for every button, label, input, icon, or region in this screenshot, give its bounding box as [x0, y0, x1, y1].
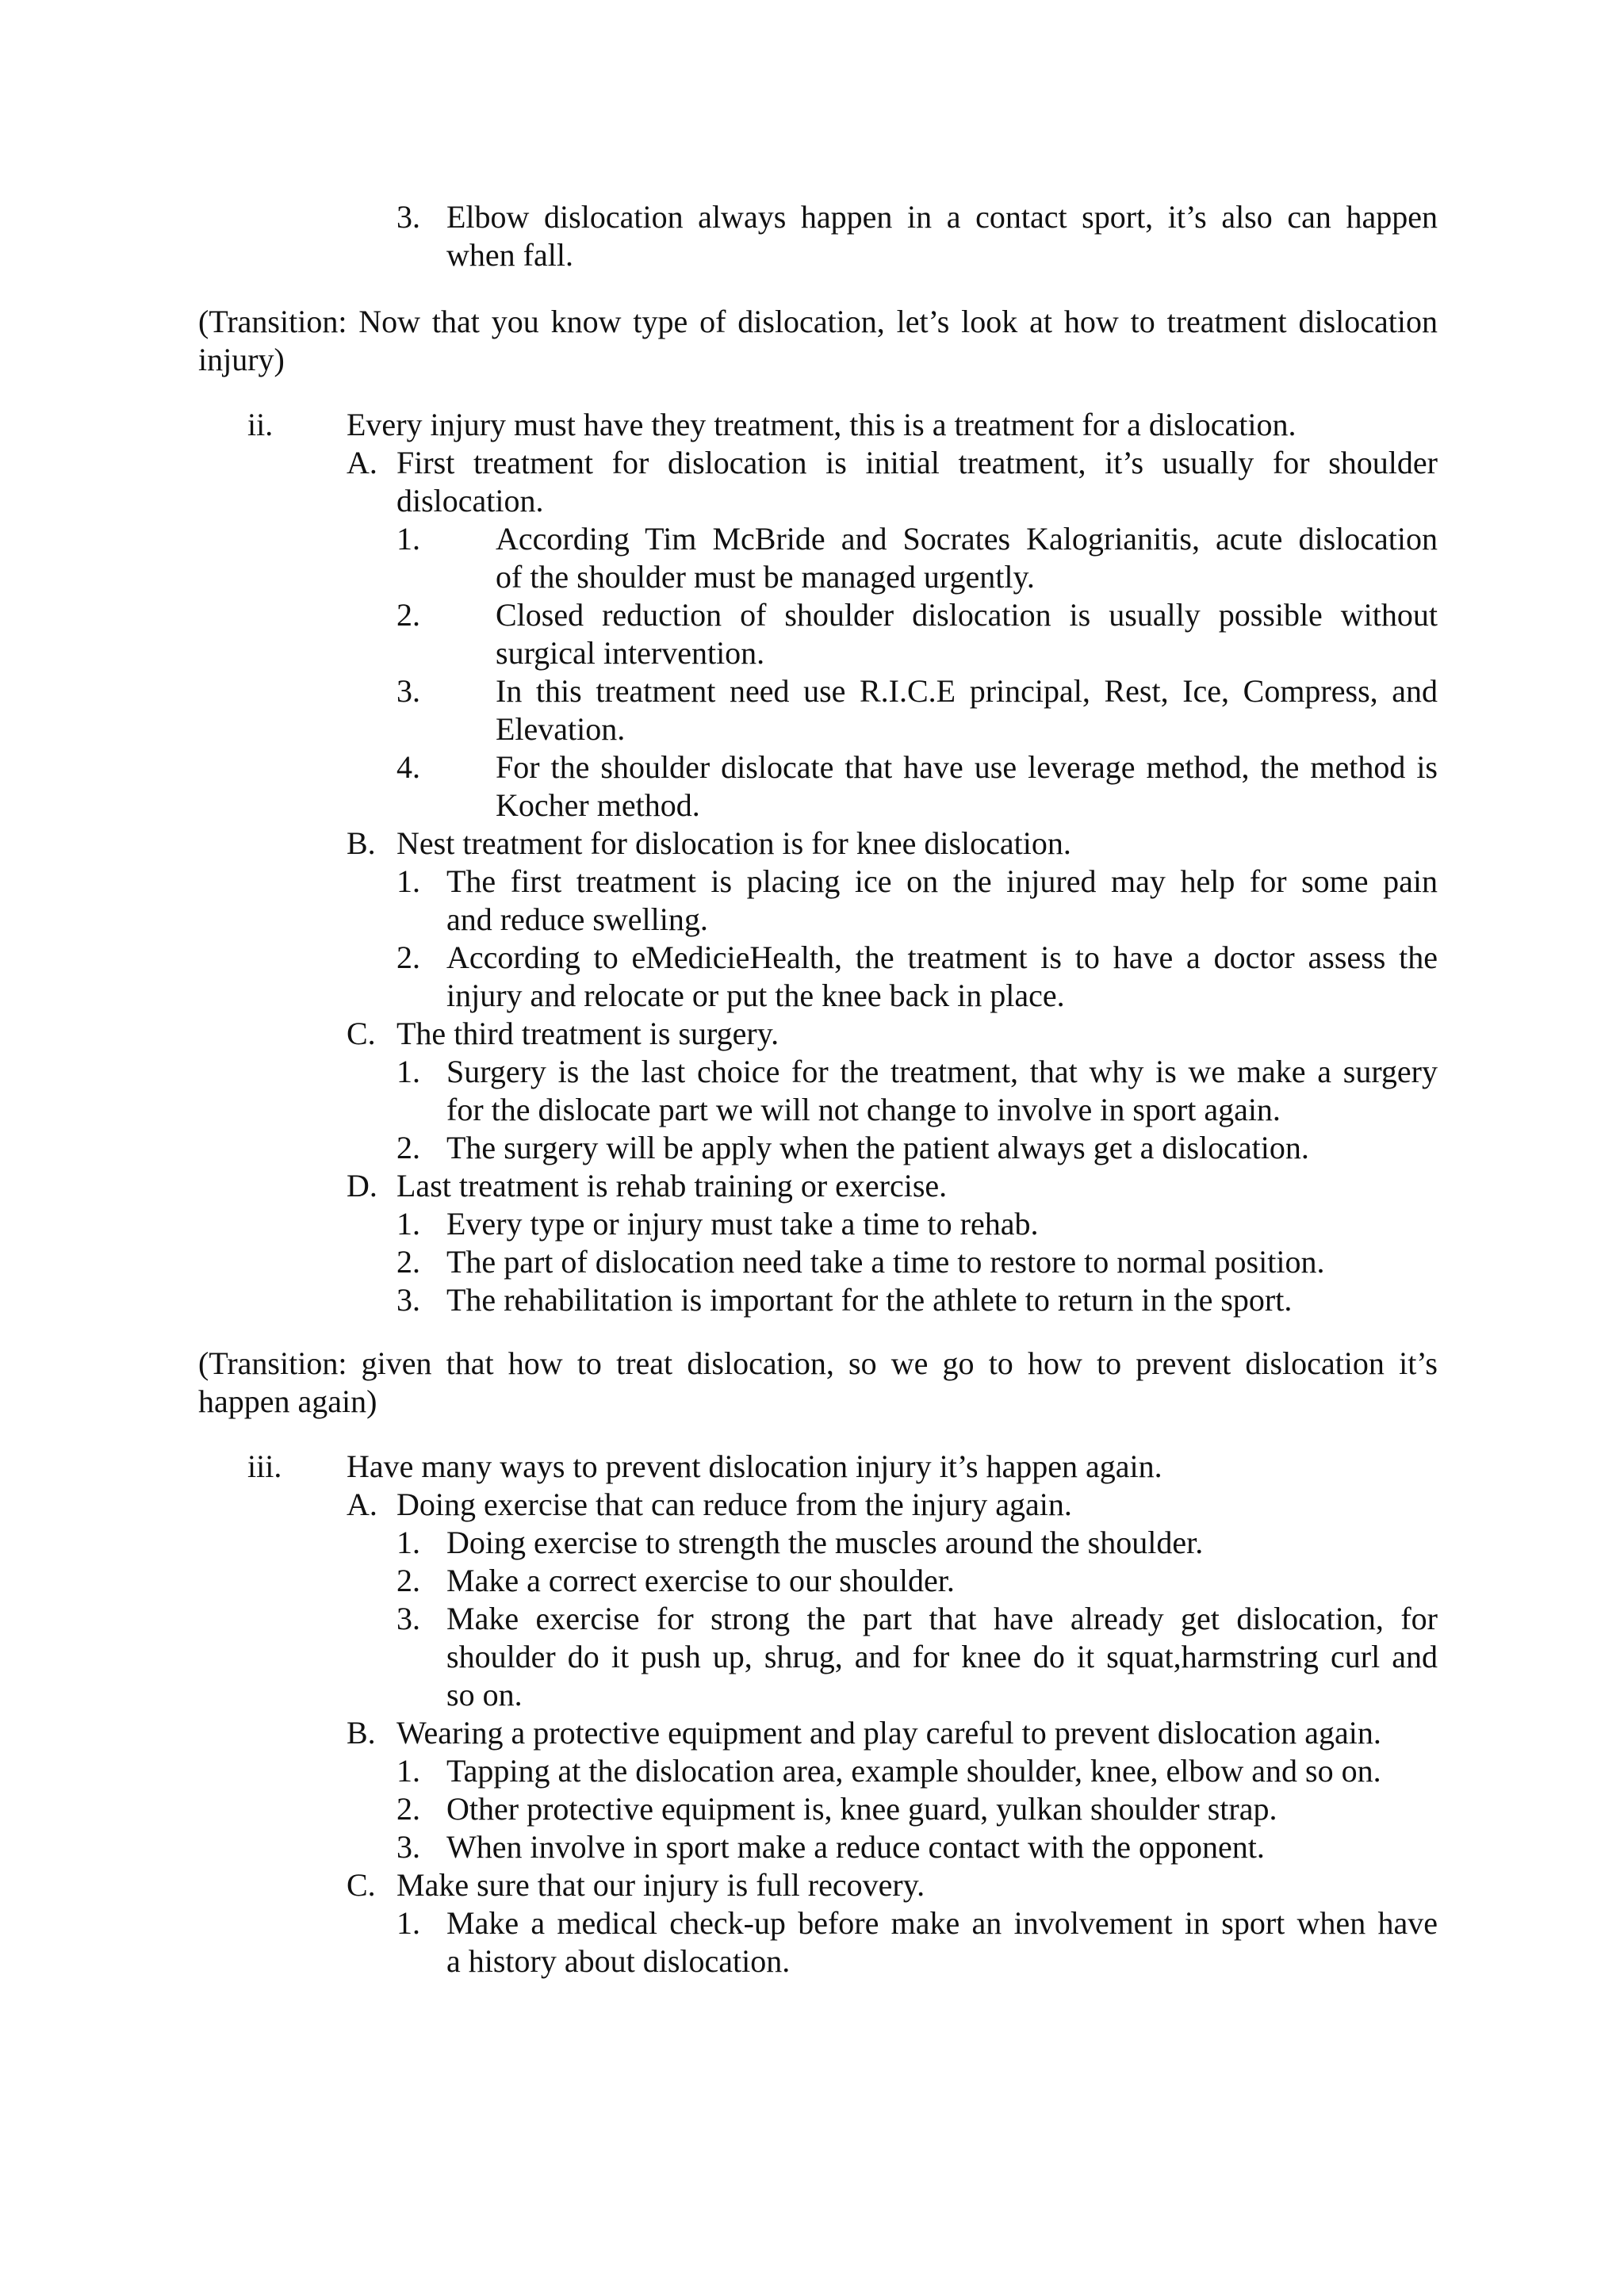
list-item-text: of the shoulder must be managed urgently.	[496, 559, 1035, 595]
subsection-marker: C.	[347, 1867, 376, 1903]
list-marker: 1.	[396, 1753, 420, 1789]
list-marker: 3.	[396, 1282, 420, 1318]
list-marker: 3.	[396, 1601, 420, 1636]
subsection-marker: B.	[347, 825, 376, 861]
subsection-marker: A.	[347, 1487, 377, 1522]
transition-text: (Transition: Now that you know type of dislocation, let’s look at how to treatment dislocation	[198, 304, 1438, 339]
list-marker: 2.	[396, 1244, 420, 1280]
list-item-text: The rehabilitation is important for the athlete to return in the sport.	[446, 1282, 1293, 1318]
list-marker: 3.	[396, 1829, 420, 1865]
list-item-text: Tapping at the dislocation area, example shoulder, knee, elbow and so on.	[446, 1753, 1381, 1789]
list-item-text: Make exercise for strong the part that have already get dislocation, for	[446, 1601, 1438, 1636]
subsection-text: Doing exercise that can reduce from the injury again.	[396, 1487, 1072, 1522]
list-item-text: Closed reduction of shoulder dislocation is usually possible without	[496, 597, 1438, 633]
list-item-text: When involve in sport make a reduce contact with the opponent.	[446, 1829, 1265, 1865]
list-marker: 4.	[396, 749, 420, 785]
subsection-marker: A.	[347, 445, 377, 480]
list-marker: 2.	[396, 1130, 420, 1165]
list-item-text: Make a medical check-up before make an involvement in sport when have	[446, 1905, 1438, 1941]
list-item-text: when fall.	[446, 237, 573, 273]
list-item-text: a history about dislocation.	[446, 1943, 791, 1979]
transition-text: (Transition: given that how to treat dislocation, so we go to how to prevent dislocation it’s	[198, 1345, 1438, 1381]
list-item-text: surgical intervention.	[496, 635, 765, 671]
list-marker: 2.	[396, 1563, 420, 1598]
list-item-text: Kocher method.	[496, 787, 700, 823]
section-marker: ii.	[247, 407, 274, 442]
list-marker: 3.	[396, 199, 420, 235]
list-item-text: For the shoulder dislocate that have use leverage method, the method is	[496, 749, 1438, 785]
subsection-text: The third treatment is surgery.	[396, 1016, 779, 1051]
list-item-text: According to eMedicieHealth, the treatment is to have a doctor assess the	[446, 939, 1438, 975]
list-item-text: In this treatment need use R.I.C.E principal, Rest, Ice, Compress, and	[496, 673, 1438, 709]
list-item-text: so on.	[446, 1677, 523, 1712]
list-item-text: injury and relocate or put the knee back in place.	[446, 978, 1065, 1013]
list-marker: 2.	[396, 597, 420, 633]
subsection-text: dislocation.	[396, 483, 544, 519]
list-item-text: Every type or injury must take a time to rehab.	[446, 1206, 1039, 1242]
subsection-marker: C.	[347, 1016, 376, 1051]
subsection-marker: B.	[347, 1715, 376, 1751]
transition-text: injury)	[198, 342, 285, 377]
subsection-text: First treatment for dislocation is initial treatment, it’s usually for shoulder	[396, 445, 1438, 480]
list-item-text: Other protective equipment is, knee guard, yulkan shoulder strap.	[446, 1791, 1277, 1827]
list-marker: 1.	[396, 521, 420, 557]
section-heading: Every injury must have they treatment, this is a treatment for a dislocation.	[347, 407, 1297, 442]
list-item-text: and reduce swelling.	[446, 901, 708, 937]
list-item-text: Make a correct exercise to our shoulder.	[446, 1563, 955, 1598]
list-item-text: for the dislocate part we will not change to involve in sport again.	[446, 1092, 1281, 1127]
list-item-text: The surgery will be apply when the patient always get a dislocation.	[446, 1130, 1309, 1165]
list-marker: 1.	[396, 1206, 420, 1242]
subsection-text: Wearing a protective equipment and play careful to prevent dislocation again.	[396, 1715, 1381, 1751]
subsection-text: Last treatment is rehab training or exercise.	[396, 1168, 948, 1203]
list-marker: 3.	[396, 673, 420, 709]
list-item-text: Doing exercise to strength the muscles around the shoulder.	[446, 1525, 1204, 1560]
list-marker: 2.	[396, 939, 420, 975]
list-marker: 1.	[396, 1054, 420, 1089]
section-marker: iii.	[247, 1448, 282, 1484]
list-marker: 1.	[396, 1905, 420, 1941]
list-item-text: Elevation.	[496, 711, 626, 747]
subsection-text: Nest treatment for dislocation is for knee dislocation.	[396, 825, 1071, 861]
list-item-text: shoulder do it push up, shrug, and for knee do it squat,harmstring curl and	[446, 1639, 1438, 1674]
section-heading: Have many ways to prevent dislocation injury it’s happen again.	[347, 1448, 1162, 1484]
list-item-text: Surgery is the last choice for the treatment, that why is we make a surgery	[446, 1054, 1438, 1089]
subsection-marker: D.	[347, 1168, 377, 1203]
list-marker: 1.	[396, 1525, 420, 1560]
list-item-text: The first treatment is placing ice on the injured may help for some pain	[446, 863, 1438, 899]
subsection-text: Make sure that our injury is full recovery.	[396, 1867, 925, 1903]
list-item-text: The part of dislocation need take a time to restore to normal position.	[446, 1244, 1325, 1280]
list-item-text: According Tim McBride and Socrates Kalogrianitis, acute dislocation	[496, 521, 1438, 557]
list-item-text: Elbow dislocation always happen in a contact sport, it’s also can happen	[446, 199, 1438, 235]
list-marker: 1.	[396, 863, 420, 899]
transition-text: happen again)	[198, 1383, 377, 1419]
list-marker: 2.	[396, 1791, 420, 1827]
